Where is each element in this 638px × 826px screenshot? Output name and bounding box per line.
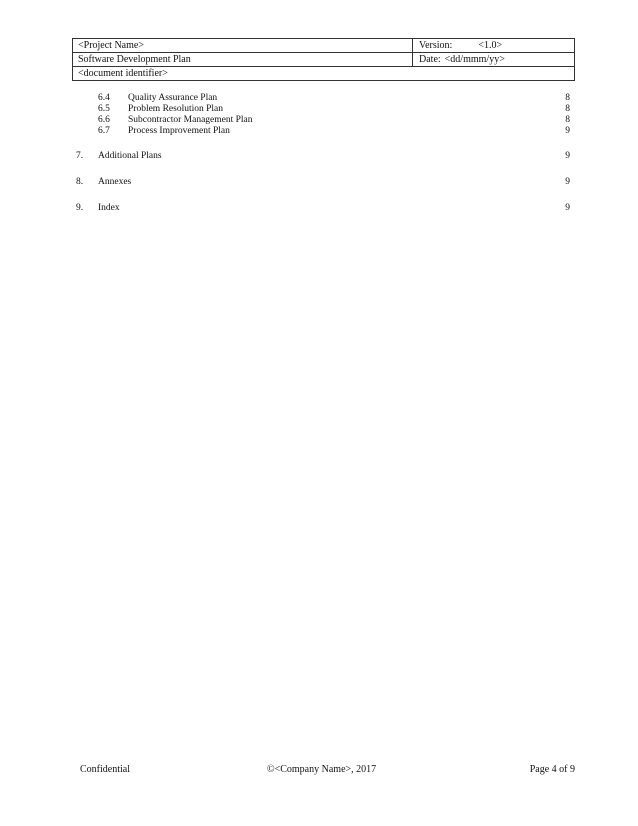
date-cell	[413, 53, 574, 66]
toc-entry-title: Annexes	[98, 177, 132, 187]
toc-entry-9[interactable]	[72, 203, 570, 214]
toc-entry-page: 9	[565, 177, 570, 187]
toc-entry-page: 9	[565, 203, 570, 213]
date-value: <dd/mmm/yy>	[444, 53, 505, 65]
toc-entry-page: 9	[565, 126, 570, 136]
document-title: Software Development Plan	[73, 53, 413, 66]
page-footer	[80, 764, 575, 778]
toc-entry-7[interactable]	[72, 151, 570, 162]
document-header-table	[72, 38, 575, 81]
toc-entry-page: 8	[565, 115, 570, 125]
header-row-1	[73, 39, 574, 52]
toc-entry-number: 9.	[76, 203, 84, 213]
project-name: <Project Name>	[73, 39, 413, 52]
toc-entry-title: Index	[98, 203, 120, 213]
footer-page-number: Page 4 of 9	[529, 764, 575, 775]
toc-entry-6-7[interactable]	[72, 126, 570, 137]
toc-entry-8[interactable]	[72, 177, 570, 188]
document-identifier: <document identifier>	[78, 67, 168, 79]
toc-entry-page: 8	[565, 93, 570, 103]
toc-entry-number: 6.4	[98, 93, 110, 103]
toc-entry-number: 6.6	[98, 115, 110, 125]
toc-entry-title: Process Improvement Plan	[128, 126, 230, 136]
footer-confidential: Confidential	[80, 764, 130, 775]
toc-entry-6-5[interactable]	[72, 104, 570, 115]
table-of-contents	[72, 93, 570, 214]
toc-entry-6-6[interactable]	[72, 115, 570, 126]
toc-entry-title: Subcontractor Management Plan	[128, 115, 253, 125]
toc-entry-number: 6.5	[98, 104, 110, 114]
version-value: <1.0>	[478, 39, 503, 51]
toc-entry-page: 9	[565, 151, 570, 161]
version-cell	[413, 39, 574, 52]
toc-entry-title: Quality Assurance Plan	[128, 93, 218, 103]
footer-copyright: ©<Company Name>, 2017	[267, 764, 377, 775]
header-row-3	[73, 66, 574, 80]
toc-entry-title: Problem Resolution Plan	[128, 104, 223, 114]
date-label: Date:	[419, 53, 441, 65]
toc-entry-number: 7.	[76, 151, 84, 161]
toc-entry-number: 8.	[76, 177, 84, 187]
toc-entry-6-4[interactable]	[72, 93, 570, 104]
toc-entry-title: Additional Plans	[98, 151, 162, 161]
version-label: Version:	[419, 39, 453, 51]
toc-entry-number: 6.7	[98, 126, 110, 136]
toc-entry-page: 8	[565, 104, 570, 114]
header-row-2	[73, 52, 574, 66]
